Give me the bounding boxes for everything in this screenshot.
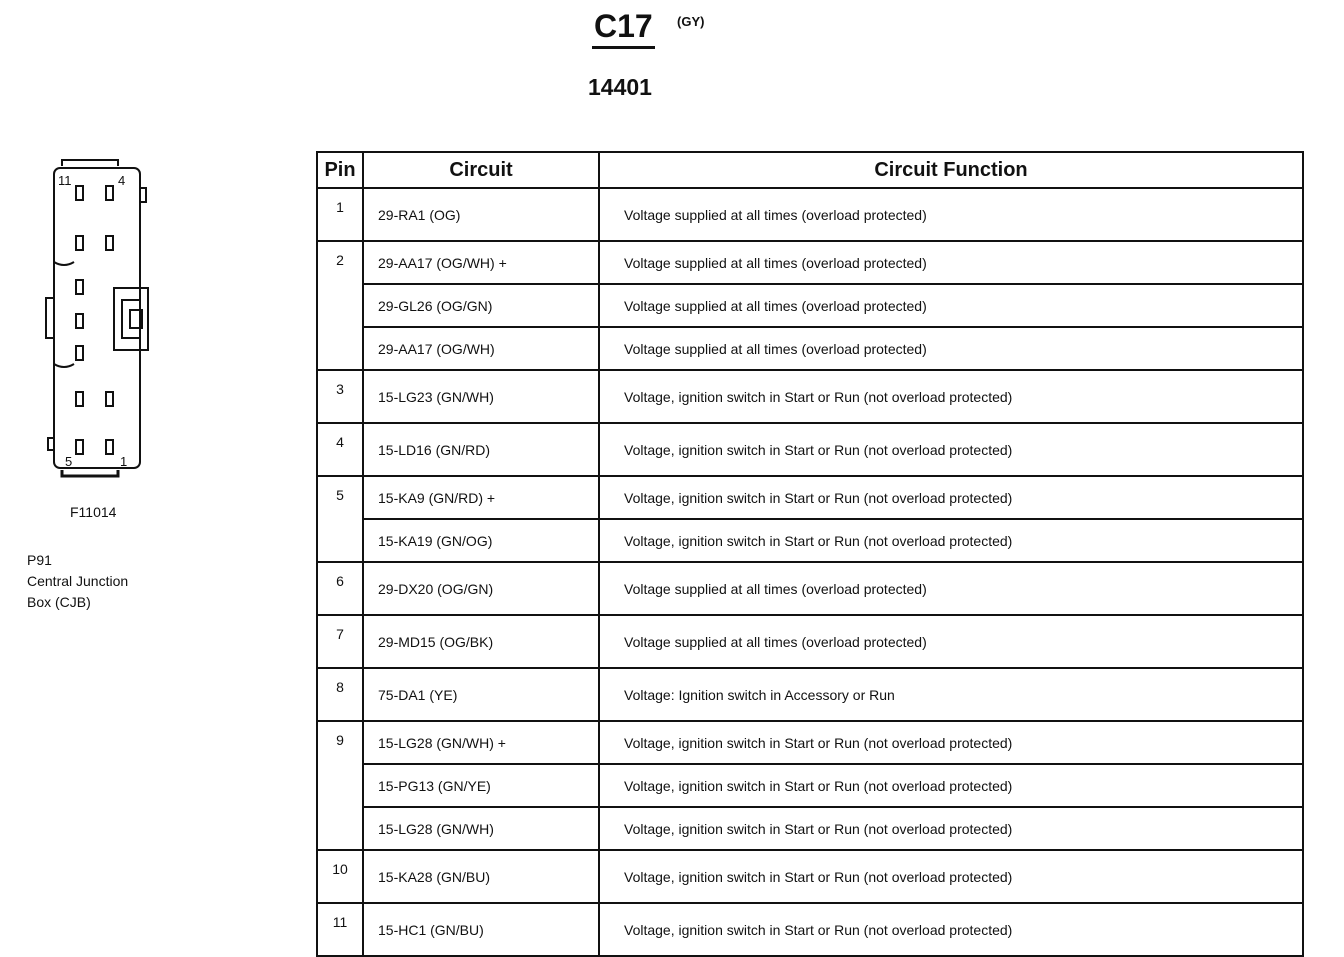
table-row [317, 721, 1303, 764]
connector-diagram [38, 158, 158, 483]
circuit-cell: 75-DA1 (YE) [363, 668, 599, 721]
figure-id: F11014 [70, 504, 117, 520]
function-cell: Voltage supplied at all times (overload protected) [599, 562, 1303, 615]
pin-label-4: 4 [118, 173, 126, 188]
table-row [317, 615, 1303, 668]
function-cell: Voltage, ignition switch in Start or Run (not overload protected) [599, 807, 1303, 850]
pin-cell: 11 [317, 903, 363, 956]
header-circuit: Circuit [363, 152, 599, 188]
pin-label-5: 5 [65, 454, 73, 469]
pin-cell: 10 [317, 850, 363, 903]
pin-cell: 7 [317, 615, 363, 668]
function-cell: Voltage supplied at all times (overload protected) [599, 284, 1303, 327]
circuit-cell: 15-LD16 (GN/RD) [363, 423, 599, 476]
table-row [317, 241, 1303, 284]
circuit-cell: 29-AA17 (OG/WH) [363, 327, 599, 370]
header-circuit-function: Circuit Function [599, 152, 1303, 188]
function-cell: Voltage, ignition switch in Start or Run (not overload protected) [599, 903, 1303, 956]
circuit-cell: 15-KA9 (GN/RD) + [363, 476, 599, 519]
function-cell: Voltage, ignition switch in Start or Run (not overload protected) [599, 764, 1303, 807]
table-row [317, 284, 1303, 327]
pin-cell: 5 [317, 476, 363, 562]
function-cell: Voltage supplied at all times (overload protected) [599, 327, 1303, 370]
description-line: Central Junction [27, 573, 129, 589]
circuit-cell: 15-LG28 (GN/WH) + [363, 721, 599, 764]
circuit-cell: 15-HC1 (GN/BU) [363, 903, 599, 956]
pin-cell: 4 [317, 423, 363, 476]
connector-description [27, 550, 128, 613]
table-row [317, 903, 1303, 956]
table-row [317, 764, 1303, 807]
pin-cell: 9 [317, 721, 363, 850]
table-row [317, 668, 1303, 721]
function-cell: Voltage, ignition switch in Start or Run (not overload protected) [599, 476, 1303, 519]
table-header-row [317, 152, 1303, 188]
circuit-cell: 15-KA19 (GN/OG) [363, 519, 599, 562]
circuit-cell: 15-LG23 (GN/WH) [363, 370, 599, 423]
circuit-cell: 15-PG13 (GN/YE) [363, 764, 599, 807]
function-cell: Voltage: Ignition switch in Accessory or Run [599, 668, 1303, 721]
table-row [317, 519, 1303, 562]
pin-label-11: 11 [58, 173, 72, 188]
header-pin: Pin [317, 152, 363, 188]
description-line: P91 [27, 552, 52, 568]
circuit-cell: 15-LG28 (GN/WH) [363, 807, 599, 850]
connector-face-drawing [38, 158, 158, 478]
circuit-cell: 29-GL26 (OG/GN) [363, 284, 599, 327]
pin-cell: 8 [317, 668, 363, 721]
pin-cell: 1 [317, 188, 363, 241]
function-cell: Voltage, ignition switch in Start or Run (not overload protected) [599, 721, 1303, 764]
pin-label-1: 1 [120, 454, 128, 469]
table-row [317, 188, 1303, 241]
table-row [317, 850, 1303, 903]
circuit-cell: 29-MD15 (OG/BK) [363, 615, 599, 668]
pin-cell: 6 [317, 562, 363, 615]
circuit-cell: 15-KA28 (GN/BU) [363, 850, 599, 903]
part-number: 14401 [588, 74, 652, 100]
function-cell: Voltage supplied at all times (overload protected) [599, 615, 1303, 668]
function-cell: Voltage, ignition switch in Start or Run (not overload protected) [599, 423, 1303, 476]
circuit-cell: 29-AA17 (OG/WH) + [363, 241, 599, 284]
description-line: Box (CJB) [27, 594, 91, 610]
pin-table [316, 151, 1304, 957]
table-row [317, 807, 1303, 850]
pin-cell: 2 [317, 241, 363, 370]
table-row [317, 370, 1303, 423]
connector-color-code: (GY) [677, 14, 705, 29]
pin-cell: 3 [317, 370, 363, 423]
table-row [317, 327, 1303, 370]
function-cell: Voltage, ignition switch in Start or Run (not overload protected) [599, 519, 1303, 562]
function-cell: Voltage, ignition switch in Start or Run (not overload protected) [599, 370, 1303, 423]
table-row [317, 562, 1303, 615]
function-cell: Voltage, ignition switch in Start or Run (not overload protected) [599, 850, 1303, 903]
function-cell: Voltage supplied at all times (overload protected) [599, 188, 1303, 241]
function-cell: Voltage supplied at all times (overload protected) [599, 241, 1303, 284]
connector-title: C17 [592, 6, 655, 49]
table-row [317, 476, 1303, 519]
circuit-cell: 29-RA1 (OG) [363, 188, 599, 241]
circuit-cell: 29-DX20 (OG/GN) [363, 562, 599, 615]
table-row [317, 423, 1303, 476]
